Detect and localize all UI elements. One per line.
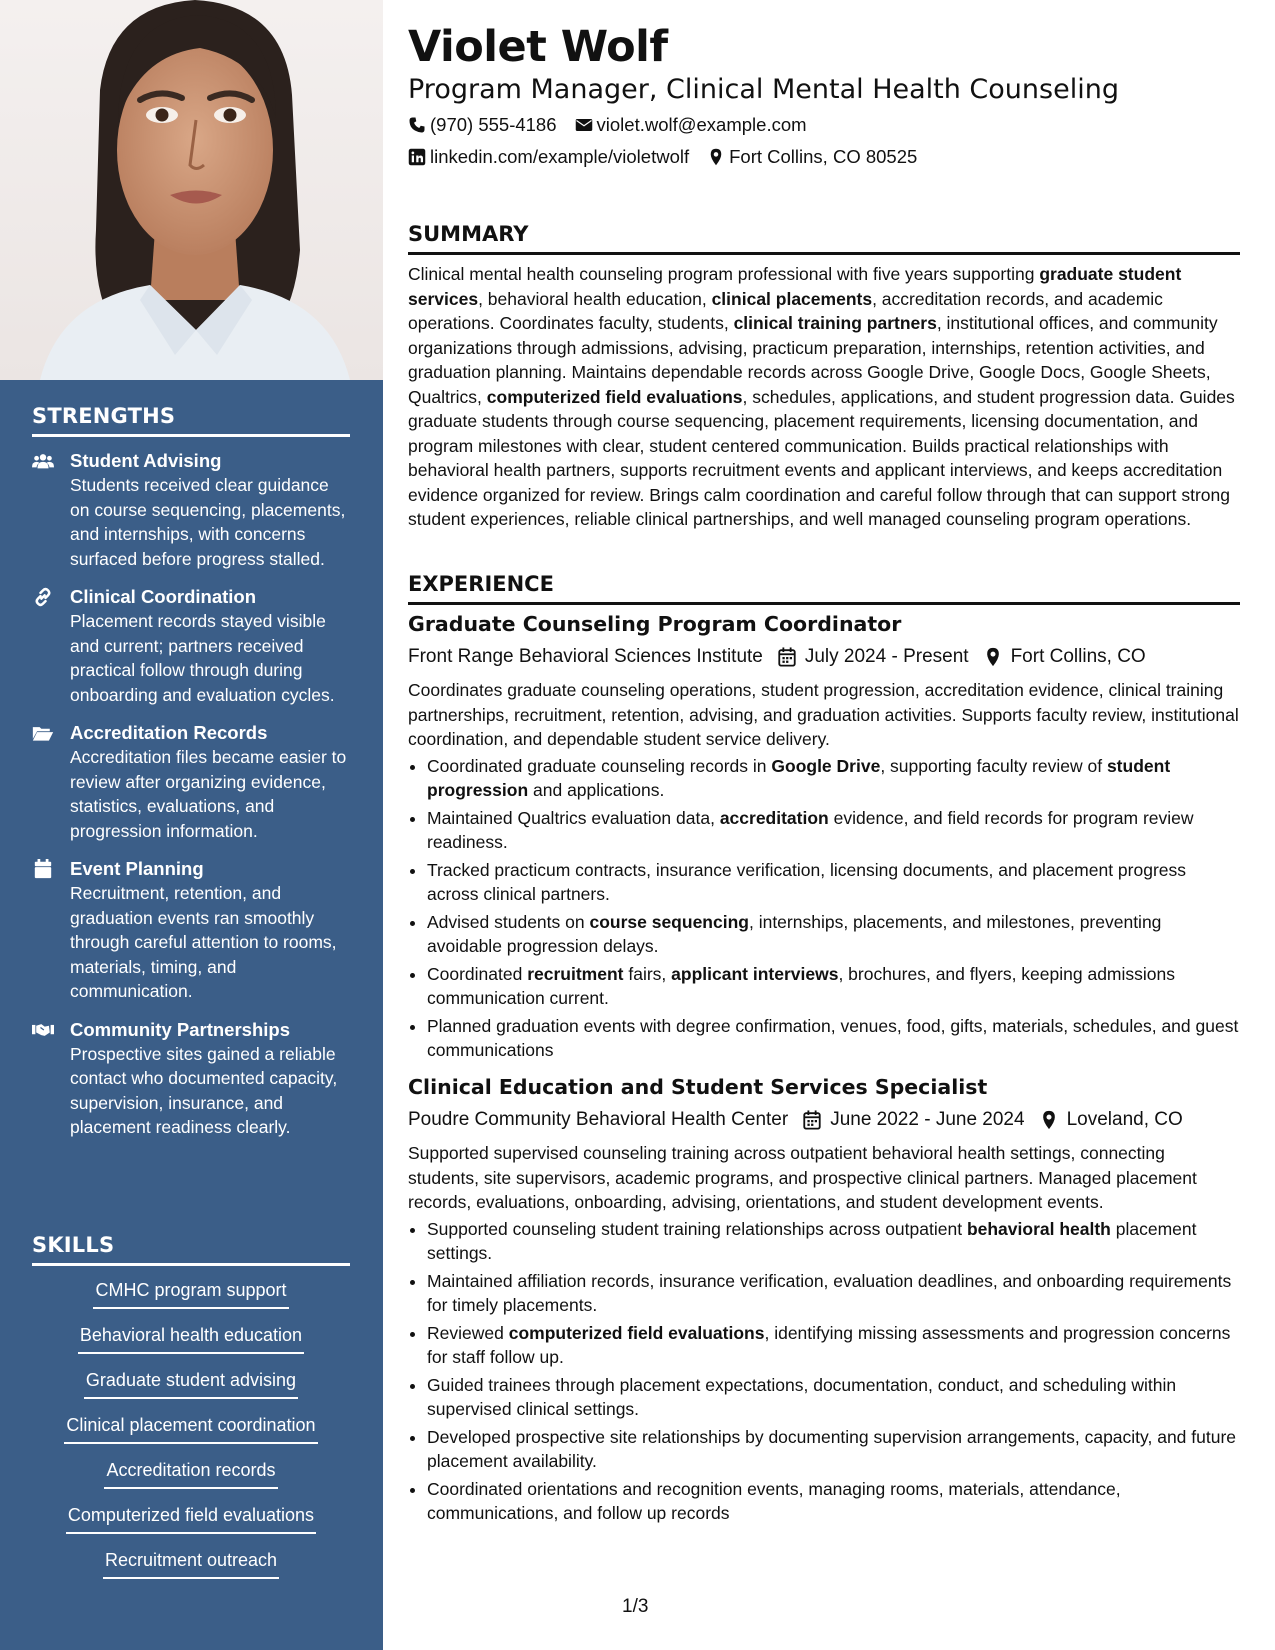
bullet-segment: Advised students on bbox=[427, 911, 590, 932]
summary-segment: , accreditation records, and academic operations. Coordinates faculty, students, bbox=[408, 288, 1163, 333]
job-bullet bbox=[427, 962, 1240, 1011]
calendar-icon bbox=[802, 1110, 822, 1130]
job-bullet bbox=[427, 910, 1240, 959]
skill-tag: Clinical placement coordination bbox=[64, 1413, 317, 1444]
bullet-bold: behavioral health bbox=[966, 1218, 1111, 1239]
contact-row bbox=[408, 114, 825, 136]
job-dates: July 2024 - Present bbox=[804, 646, 969, 667]
job-meta bbox=[408, 1109, 1240, 1131]
job-bullet bbox=[427, 1269, 1240, 1318]
email-text: violet.wolf@example.com bbox=[596, 114, 807, 135]
summary-segment: Clinical mental health counseling program professional with five years supporting bbox=[408, 264, 1040, 284]
job-organization: Poudre Community Behavioral Health Center bbox=[408, 1109, 789, 1130]
job-description: Supported supervised counseling training across outpatient behavioral health settings, connecting students, site supervisors, academic programs, and prospective clinical partners. Managed placement records, evaluations, onboarding, advising, orientations, and student development events. bbox=[408, 1143, 1197, 1212]
linkedin-icon bbox=[408, 148, 426, 166]
summary-segment: , institutional offices, and community organizations through admissions, advising, practicum preparation, internships, retention activities, and graduation planning. Maintains dependable records across Google Drive, Google Docs, Google Sheets, Qualtrics, bbox=[408, 313, 1218, 407]
job-bullet bbox=[427, 1217, 1240, 1266]
summary-bold: computerized field evaluations bbox=[486, 386, 743, 407]
summary-heading: SUMMARY bbox=[408, 222, 1240, 255]
strengths-section bbox=[32, 404, 350, 1154]
bullet-bold: course sequencing bbox=[589, 911, 749, 932]
bullet-segment: , identifying missing assessments and progression concerns for staff follow up. bbox=[427, 1322, 1231, 1367]
strengths-heading: STRENGTHS bbox=[32, 404, 350, 437]
linkedin-text: linkedin.com/example/violetwolf bbox=[430, 146, 690, 167]
skill-tag: Graduate student advising bbox=[84, 1368, 298, 1399]
users-icon bbox=[32, 451, 54, 471]
strength-text: Prospective sites gained a reliable contact who documented capacity, supervision, insurance, and placement readiness clearly. bbox=[70, 1043, 338, 1137]
skill-tag: Computerized field evaluations bbox=[66, 1503, 316, 1534]
strength-text: Placement records stayed visible and current; partners received practical follow through during onboarding and evaluation cycles. bbox=[70, 611, 335, 705]
strength-title: Clinical Coordination bbox=[70, 586, 257, 607]
location-text: Fort Collins, CO 80525 bbox=[729, 146, 918, 167]
bullet-segment: , internships, placements, and milestones, preventing avoidable progression delays. bbox=[427, 911, 1162, 956]
link-icon bbox=[32, 587, 54, 607]
bullet-segment: Coordinated orientations and recognition events, managing rooms, materials, attendance, communications, and follow up records bbox=[427, 1478, 1121, 1523]
folder-open-icon bbox=[32, 723, 54, 743]
sidebar bbox=[0, 0, 383, 1650]
strength-text: Accreditation files became easier to review after organizing evidence, statistics, evaluations, and progression information. bbox=[70, 747, 347, 841]
job-entry-1 bbox=[408, 612, 1240, 1066]
job-entry-2 bbox=[408, 1075, 1240, 1529]
page-number: 1/3 bbox=[622, 1596, 649, 1617]
bullet-segment: placement settings. bbox=[427, 1218, 1197, 1263]
bullet-bold: Google Drive bbox=[771, 755, 881, 776]
skill-tag: CMHC program support bbox=[93, 1278, 288, 1309]
bullet-bold: accreditation bbox=[719, 807, 829, 828]
strength-title: Student Advising bbox=[70, 450, 222, 471]
job-bullet bbox=[427, 1373, 1240, 1422]
bullet-segment: Maintained affiliation records, insurance verification, evaluation deadlines, and onboarding requirements for timely placements. bbox=[427, 1270, 1232, 1315]
job-bullet bbox=[427, 754, 1240, 803]
job-bullet bbox=[427, 806, 1240, 855]
job-bullets bbox=[408, 754, 1240, 1063]
skills-section bbox=[32, 1233, 350, 1593]
job-title: Clinical Education and Student Services Specialist bbox=[408, 1075, 988, 1099]
strength-title: Accreditation Records bbox=[70, 722, 268, 743]
calendar-icon bbox=[32, 859, 54, 879]
bullet-segment: evidence, and field records for program review readiness. bbox=[427, 807, 1194, 852]
bullet-segment: Guided trainees through placement expectations, documentation, conduct, and scheduling within supervised clinical settings. bbox=[427, 1374, 1177, 1419]
linkedin-contact[interactable] bbox=[408, 146, 689, 168]
location-contact bbox=[707, 146, 917, 168]
summary-bold: clinical placements bbox=[711, 288, 873, 309]
bullet-segment: Developed prospective site relationships by documenting supervision arrangements, capacity, and future placement availability. bbox=[427, 1426, 1237, 1471]
summary-bold: graduate student services bbox=[408, 264, 1182, 309]
job-title: Graduate Counseling Program Coordinator bbox=[408, 612, 902, 636]
bullet-bold: applicant interviews bbox=[671, 963, 839, 984]
bullet-segment: , supporting faculty review of bbox=[880, 755, 1107, 776]
job-bullet bbox=[427, 1477, 1240, 1526]
job-bullet bbox=[427, 1425, 1240, 1474]
strength-item bbox=[32, 1018, 350, 1140]
summary-bold: clinical training partners bbox=[733, 313, 937, 333]
phone-icon bbox=[408, 116, 426, 134]
job-dates: June 2022 - June 2024 bbox=[830, 1109, 1025, 1130]
skills-heading: SKILLS bbox=[32, 1233, 350, 1266]
job-bullets bbox=[408, 1217, 1240, 1526]
strength-title: Event Planning bbox=[70, 858, 204, 879]
phone-contact[interactable] bbox=[408, 114, 557, 136]
job-bullet bbox=[427, 1321, 1240, 1370]
bullet-segment: , brochures, and flyers, keeping admissions communication current. bbox=[427, 963, 1175, 1008]
map-pin-icon bbox=[1039, 1110, 1059, 1130]
job-description: Coordinates graduate counseling operations, student progression, accreditation evidence, clinical training partnerships, recruitment, retention, advising, and graduation activities. Supports faculty review, institutional coordination, and dependable student service delivery. bbox=[408, 680, 1239, 749]
candidate-name: Violet Wolf bbox=[408, 22, 668, 72]
bullet-bold: recruitment bbox=[527, 963, 624, 984]
job-organization: Front Range Behavioral Sciences Institute bbox=[408, 646, 763, 667]
strength-item bbox=[32, 721, 350, 843]
contact-row-2 bbox=[408, 146, 935, 168]
job-bullet bbox=[427, 858, 1240, 907]
skill-tag: Accreditation records bbox=[104, 1458, 277, 1489]
phone-text: (970) 555-4186 bbox=[430, 114, 557, 135]
job-meta bbox=[408, 646, 1240, 668]
strength-text: Recruitment, retention, and graduation events ran smoothly through careful attention to rooms, materials, timing, and communication. bbox=[70, 883, 337, 1001]
skill-tag: Recruitment outreach bbox=[103, 1548, 279, 1579]
bullet-segment: Planned graduation events with degree confirmation, venues, food, gifts, materials, schedules, and guest communications bbox=[427, 1015, 1239, 1060]
job-location: Loveland, CO bbox=[1066, 1109, 1183, 1130]
strength-text: Students received clear guidance on course sequencing, placements, and internships, with concerns surfaced before progress stalled. bbox=[70, 475, 346, 569]
summary-segment: , schedules, applications, and student progression data. Guides graduate students through course sequencing, placement requirements, licensing documentation, and program milestones with clear, student centered communication. Builds practical relationships with behavioral health partners, supports recruitment events and applicant interviews, and keeps accreditation evidence organized for review. Brings calm coordination and careful follow through that can support strong student experiences, reliable clinical partnerships, and well managed counseling program operations. bbox=[408, 386, 1235, 529]
candidate-title: Program Manager, Clinical Mental Health Counseling bbox=[408, 74, 1119, 105]
profile-photo bbox=[0, 0, 383, 380]
map-pin-icon bbox=[707, 148, 725, 166]
bullet-segment: Supported counseling student training relationships across outpatient bbox=[427, 1218, 967, 1239]
calendar-icon bbox=[777, 647, 797, 667]
summary-segment: , behavioral health education, bbox=[478, 288, 712, 309]
strength-item bbox=[32, 449, 350, 571]
job-bullet bbox=[427, 1014, 1240, 1063]
bullet-segment: fairs, bbox=[623, 963, 672, 984]
bullet-segment: Maintained Qualtrics evaluation data, bbox=[427, 807, 720, 828]
handshake-icon bbox=[32, 1020, 54, 1040]
bullet-bold: computerized field evaluations bbox=[508, 1322, 765, 1343]
skill-tag: Behavioral health education bbox=[78, 1323, 304, 1354]
map-pin-icon bbox=[983, 647, 1003, 667]
strength-item bbox=[32, 857, 350, 1004]
strength-item bbox=[32, 585, 350, 707]
bullet-segment: Reviewed bbox=[427, 1322, 509, 1343]
summary-text bbox=[408, 262, 1240, 532]
bullet-segment: Tracked practicum contracts, insurance verification, licensing documents, and placement progress across clinical partners. bbox=[427, 859, 1187, 904]
strength-title: Community Partnerships bbox=[70, 1018, 290, 1040]
job-location: Fort Collins, CO bbox=[1010, 646, 1146, 667]
experience-heading: EXPERIENCE bbox=[408, 572, 1240, 605]
bullet-segment: Coordinated graduate counseling records in bbox=[427, 755, 772, 776]
bullet-bold: student progression bbox=[427, 755, 1171, 800]
email-contact[interactable] bbox=[575, 114, 807, 136]
envelope-icon bbox=[575, 116, 593, 134]
bullet-segment: and applications. bbox=[528, 780, 665, 800]
bullet-segment: Coordinated bbox=[427, 963, 528, 984]
